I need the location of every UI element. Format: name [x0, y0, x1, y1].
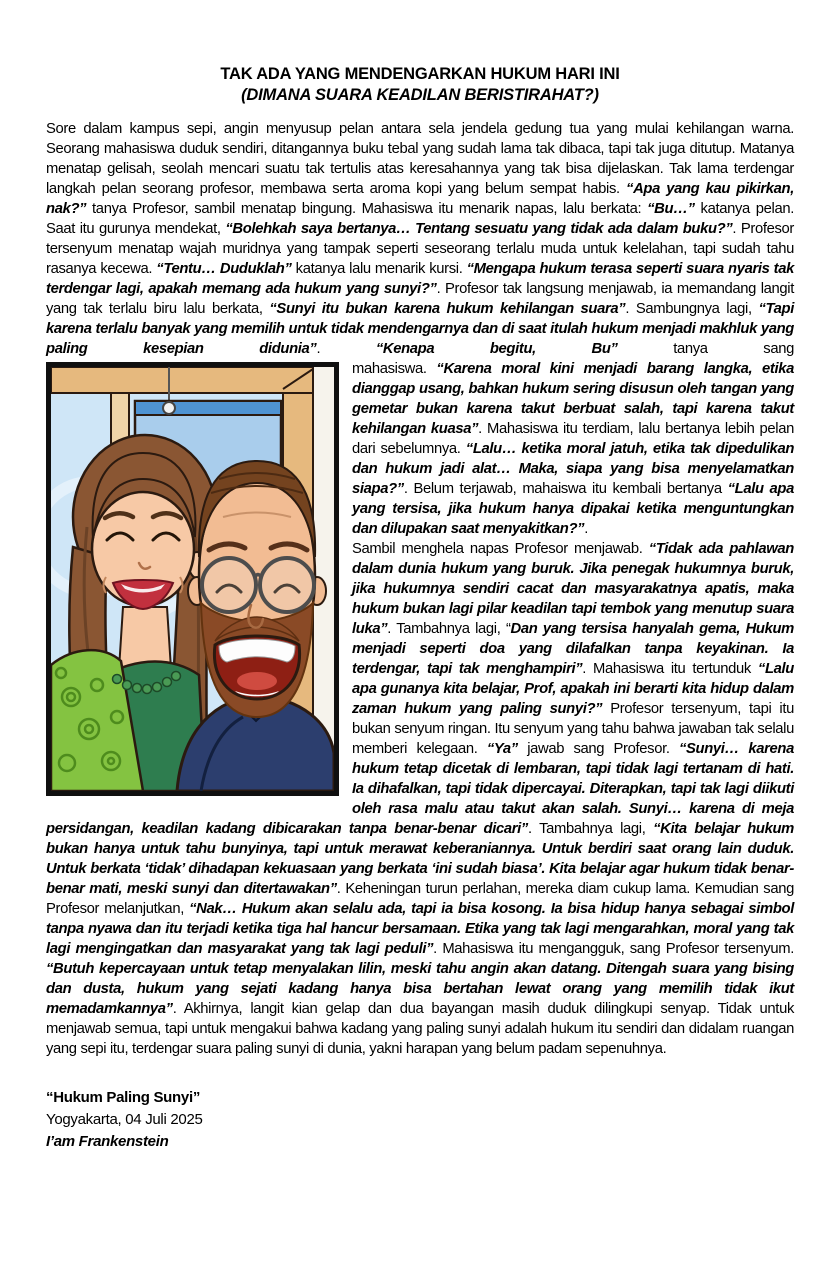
couple-cartoon-svg [51, 367, 334, 791]
footer-title: “Hukum Paling Sunyi” [46, 1089, 201, 1106]
story-title: TAK ADA YANG MENDENGARKAN HUKUM HARI INI [220, 65, 620, 83]
footer-author: I’am Frankenstein [46, 1133, 169, 1150]
story-subtitle: (DIMANA SUARA KEADILAN BERISTIRAHAT?) [241, 86, 599, 104]
story-body [46, 119, 794, 1059]
story-title-block [46, 64, 794, 106]
story-paragraph-1-wrap: mahasiswa. “Karena moral kini menjadi barang langka, etika dianggap usang, bahkan hukum sering disusun oleh tangan yang gemetar bukan karena takut berbuat salah, tapi karena takut kehilangan kuasa”. Mahasiswa itu terdiam, lalu bertanya lebih pelan dari sebelumnya. “Lalu… ketika moral jatuh, etika tak dipedulikan dan hukum jadi alat… Maka, siapa yang bisa menyelamatkan siapa?”. Belum terjawab, mahaiswa itu kembali bertanya “Lalu apa yang tersisa, jika hukum hanya dipakai ketika menguntungkan dan dilupakan saat menyakitkan?”. [352, 361, 795, 537]
footer-place-date: Yogyakarta, 04 Juli 2025 [46, 1111, 203, 1128]
story-footer [46, 1087, 794, 1153]
story-paragraph-1-lead: Sore dalam kampus sepi, angin menyusup pelan antara sela jendela gedung tua yang mulai kehilangan warna. Seorang mahasiswa duduk sendiri, ditangannya buku tebal yang sudah lama tak dibaca, tapi tak juga ditutup. Matanya menatap gelisah, seolah mencari suatu tak tertulis atas keresahannya yang tak bisa dijelaskan. Tak lama terdengar langkah pelan seorang profesor, membawa serta aroma kopi yang belum sempat habis. “Apa yang kau pikirkan, nak?” tanya Profesor, sambil menatap bingung. Mahasiswa itu menarik napas, lalu berkata: “Bu…” katanya pelan. Saat itu gurunya mendekat, “Bolehkah saya bertanya… Tentang sesuatu yang tidak ada dalam buku?”. Profesor tersenyum menatap wajah muridnya yang tampak seperti seseorang terlalu muda untuk kelelahan, tapi sudah tahu rasanya kecewa. “Tentu… Duduklah” katanya lalu menarik kursi. “Mengapa hukum terasa seperti suara nyaris tak terdengar lagi, apakah memang ada hukum yang sunyi?”. Profesor tak langsung menjawab, ia memandang langit yang tak terlalu biru lalu berkata, “Sunyi itu bukan karena hukum kehilangan suara”. Sambungnya lagi, “Tapi karena terlalu banyak yang memilih untuk tidak mendengarnya dan di saat itulah hukum menjadi makhluk yang paling kesepian didunia”. “Kenapa begitu, Bu” tanya sang [46, 121, 795, 357]
story-paragraph-2: Sambil menghela napas Profesor menjawab. “Tidak ada pahlawan dalam dunia hukum yang buruk. Jika penegak hukumnya buruk, jika hukumnya sendiri cacat dan masyarakatnya apatis, maka hukum bukan lagi pilar keadilan tapi tembok yang menutup suara luka”. Tambahnya lagi, “Dan yang tersisa hanyalah gema, Hukum menjadi seperti doa yang dilafalkan tanpa keyakinan. Ia terdengar, tapi tak menghampiri”. Mahasiswa itu tertunduk “Lalu apa gunanya kita belajar, Prof, apakah ini berarti kita hidup dalam zaman hukum yang paling sunyi?” Profesor tersenyum, tapi itu bukan senyum ringan. Itu senyum yang tahu bahwa jawaban tak selalu memberi kelegaan. “Ya” jawab sang Profesor. “Sunyi… karena hukum tetap dicetak di lembaran, tapi tidak lagi tertanam di hati. Ia dihafalkan, tapi tidak dipercayai. Diterapkan, tapi tak lagi diikuti oleh rasa malu atau takut akan salah. Sunyi… karena di meja persidangan, keadilan kadang dibicarakan tanpa benar-benar dicari”. Tambahnya lagi, “Kita belajar hukum bukan hanya untuk tahu bunyinya, tapi untuk merawat keberaniannya. Untuk berdiri saat orang lain duduk. Untuk berkata ‘tidak’ dihadapan kekuasaan yang berkata ‘ini sudah biasa’. Kita belajar agar hukum tidak benar-benar mati, meski sunyi dan ditertawakan”. Keheningan turun perlahan, mereka diam cukup lama. Kemudian sang Profesor melanjutkan, “Nak… Hukum akan selalu ada, tapi ia bisa kosong. Ia bisa hidup hanya sebagai simbol tanpa nyawa dan itu terjadi ketika tiga hal hancur bersamaan. Etika yang tak lagi mengarahkan, moral yang tak lagi mengingatkan dan masyarakat yang tak lagi peduli”. Mahasiswa itu mengangguk, sang Profesor tersenyum. “Butuh kepercayaan untuk tetap menyalakan lilin, meski tahu angin akan datang. Ditengah suara yang bising dan dusta, hukum yang sejati kadang hanya bisa bertahan lewat orang yang memilih tidak ikut memadamkannya”. Akhirnya, langit kian gelap dan dua bayangan masih duduk dilingkupi senyap. Tidak untuk menjawab semua, tapi untuk mengakui bahwa kadang yang paling sunyi adalah hukum itu sendiri dan didalam ruangan yang sepi itu, terdengar suara paling sunyi di dunia, yakni harapan yang belum padam sepenuhnya. [46, 541, 794, 1057]
couple-photo-illustration [46, 362, 339, 796]
